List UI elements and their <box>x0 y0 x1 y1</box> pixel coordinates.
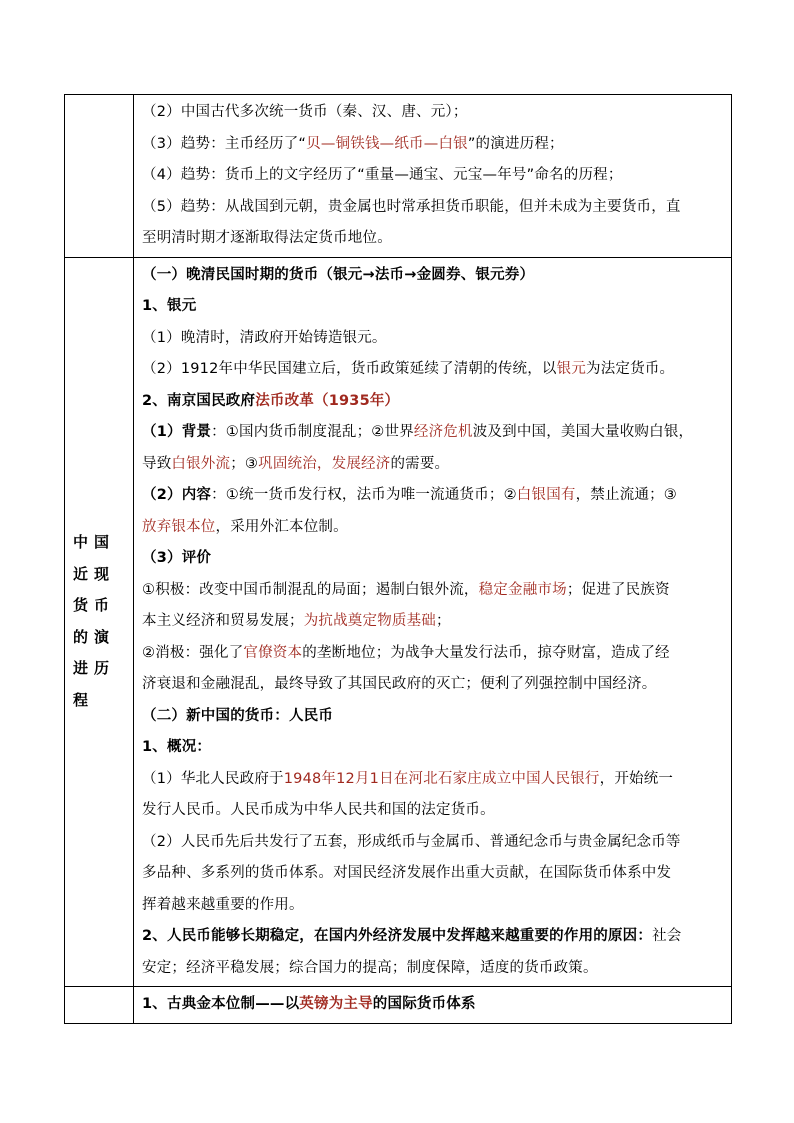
text-segment: 多品种、多系列的货币体系。对国民经济发展作出重大贡献，在国际货币体系中发 <box>142 865 672 881</box>
text-segment: 2、南京国民政府 <box>142 392 256 409</box>
text-segment: 1、概况： <box>142 739 212 755</box>
content-cell <box>134 95 732 258</box>
text-segment: 社会 <box>652 928 682 944</box>
text-line <box>142 890 723 922</box>
highlight-text: 经济危机 <box>413 424 473 440</box>
text-segment: （3）评价 <box>142 550 212 566</box>
text-segment: 本主义经济和贸易发展； <box>142 613 304 629</box>
text-line <box>142 764 723 796</box>
text-line <box>142 160 723 192</box>
highlight-text: 为抗战奠定物质基础 <box>303 613 437 629</box>
text-segment: （1）华北人民政府于 <box>142 770 284 787</box>
text-segment: 至明清时期才逐渐取得法定货币地位。 <box>142 230 392 246</box>
text-segment: （一）晚清民国时期的货币（银元→法币→金圆券、银元券） <box>142 266 535 283</box>
text-line <box>142 638 723 670</box>
table-row <box>65 257 732 987</box>
text-segment: ，开始统一 <box>599 770 674 787</box>
text-line <box>142 827 723 859</box>
highlight-text: 贝—铜铁钱—纸币—白银 <box>306 135 468 152</box>
text-segment: ，采用外汇本位制。 <box>215 518 348 535</box>
text-line <box>142 989 723 1021</box>
label-cell <box>65 987 134 1024</box>
text-line <box>142 97 723 129</box>
text-segment: 的国际货币体系 <box>372 996 476 1012</box>
text-line <box>142 417 723 449</box>
text-segment: （二）新中国的货币：人民币 <box>142 707 334 724</box>
highlight-text: 稳定金融市场 <box>478 581 567 598</box>
label-cell <box>65 257 134 987</box>
text-line <box>142 129 723 161</box>
text-segment: 导致 <box>142 455 172 472</box>
text-segment: （5）趋势：从战国到元朝，贵金属也时常承担货币职能，但并未成为主要货币，直 <box>142 198 681 215</box>
text-segment: （2）人民币先后共发行了五套，形成纸币与金属币、普通纪念币与贵金属纪念币等 <box>142 833 681 850</box>
paragraph-block <box>134 258 731 987</box>
text-segment: （1）晚清时，清政府开始铸造银元。 <box>142 329 387 346</box>
text-segment: ，禁止流通；③ <box>575 487 678 503</box>
text-segment: （2）1912年中华民国建立后，货币政策延续了清朝的传统，以 <box>142 361 557 377</box>
text-line <box>142 223 723 255</box>
highlight-text: 银元 <box>556 361 587 377</box>
label-cell <box>65 95 134 258</box>
content-cell <box>134 257 732 987</box>
text-line <box>142 669 723 701</box>
text-segment: ；促进了民族资 <box>566 581 670 598</box>
content-cell <box>134 987 732 1024</box>
highlight-text: 官僚资本 <box>243 644 303 661</box>
text-segment: 为法定货币。 <box>586 361 675 377</box>
text-line <box>142 386 723 418</box>
text-segment: （2）中国古代多次统一货币（秦、汉、唐、元）； <box>142 104 468 120</box>
paragraph-block <box>134 987 731 1023</box>
table-row <box>65 95 732 258</box>
highlight-text: 法币改革（1935年） <box>255 392 400 409</box>
text-line <box>142 543 723 575</box>
text-line <box>142 732 723 764</box>
text-segment: ；③ <box>230 455 259 472</box>
text-line <box>142 606 723 638</box>
text-line <box>142 192 723 224</box>
paragraph-block <box>134 95 731 257</box>
highlight-text: 巩固统治，发展经济 <box>258 455 391 472</box>
highlight-text: 白银国有 <box>516 487 576 503</box>
text-segment: （4）趋势：货币上的文字经历了“重量—通宝、元宝—年号”命名的历程； <box>142 167 623 183</box>
text-line <box>142 323 723 355</box>
text-segment: 济衰退和金融混乱，最终导致了其国民政府的灭亡；便利了列强控制中国经济。 <box>142 676 657 692</box>
text-segment: ：①国内货币制度混乱；②世界 <box>211 424 414 440</box>
highlight-text: 放弃银本位 <box>142 518 216 535</box>
text-segment: 的垄断地位；为战争大量发行法币，掠夺财富，造成了经 <box>302 644 670 661</box>
text-line <box>142 291 723 323</box>
text-line <box>142 480 723 512</box>
text-segment: （1）背景 <box>142 424 212 440</box>
highlight-text: 白银外流 <box>171 455 231 472</box>
text-segment: 发行人民币。人民币成为中华人民共和国的法定货币。 <box>142 802 495 818</box>
text-segment: ”的演进历程； <box>467 135 564 152</box>
text-segment: ：①统一货币发行权，法币为唯一流通货币；② <box>211 487 517 503</box>
text-line <box>142 512 723 544</box>
text-segment: （3）趋势：主币经历了“ <box>142 135 307 152</box>
text-segment: 1、银元 <box>142 298 197 314</box>
text-segment: 波及到中国，美国大量收购白银， <box>472 424 694 440</box>
text-line <box>142 858 723 890</box>
section-label: 中国近现货币的演进历程 <box>73 533 116 709</box>
text-line <box>142 795 723 827</box>
text-line <box>142 953 723 985</box>
text-segment: ； <box>436 613 451 629</box>
content-table <box>64 94 732 1024</box>
text-segment: ①积极：改变中国币制混乱的局面；遏制白银外流， <box>142 581 479 598</box>
text-segment: 的需要。 <box>390 455 450 472</box>
text-line <box>142 449 723 481</box>
text-segment: ②消极：强化了 <box>142 644 244 661</box>
text-segment: 1、古典金本位制——以 <box>142 996 300 1012</box>
text-line <box>142 701 723 733</box>
highlight-text: 1948年12月1日在河北石家庄成立中国人民银行 <box>283 770 600 787</box>
highlight-text: 英镑为主导 <box>299 996 373 1012</box>
text-segment: 挥着越来越重要的作用。 <box>142 896 304 913</box>
text-segment: 安定；经济平稳发展；综合国力的提高；制度保障，适度的货币政策。 <box>142 959 598 976</box>
text-line <box>142 354 723 386</box>
text-segment: （2）内容 <box>142 487 212 503</box>
text-line <box>142 921 723 953</box>
text-line <box>142 260 723 292</box>
text-line <box>142 575 723 607</box>
table-row <box>65 987 732 1024</box>
text-segment: 2、人民币能够长期稳定，在国内外经济发展中发挥越来越重要的作用的原因： <box>142 928 653 944</box>
